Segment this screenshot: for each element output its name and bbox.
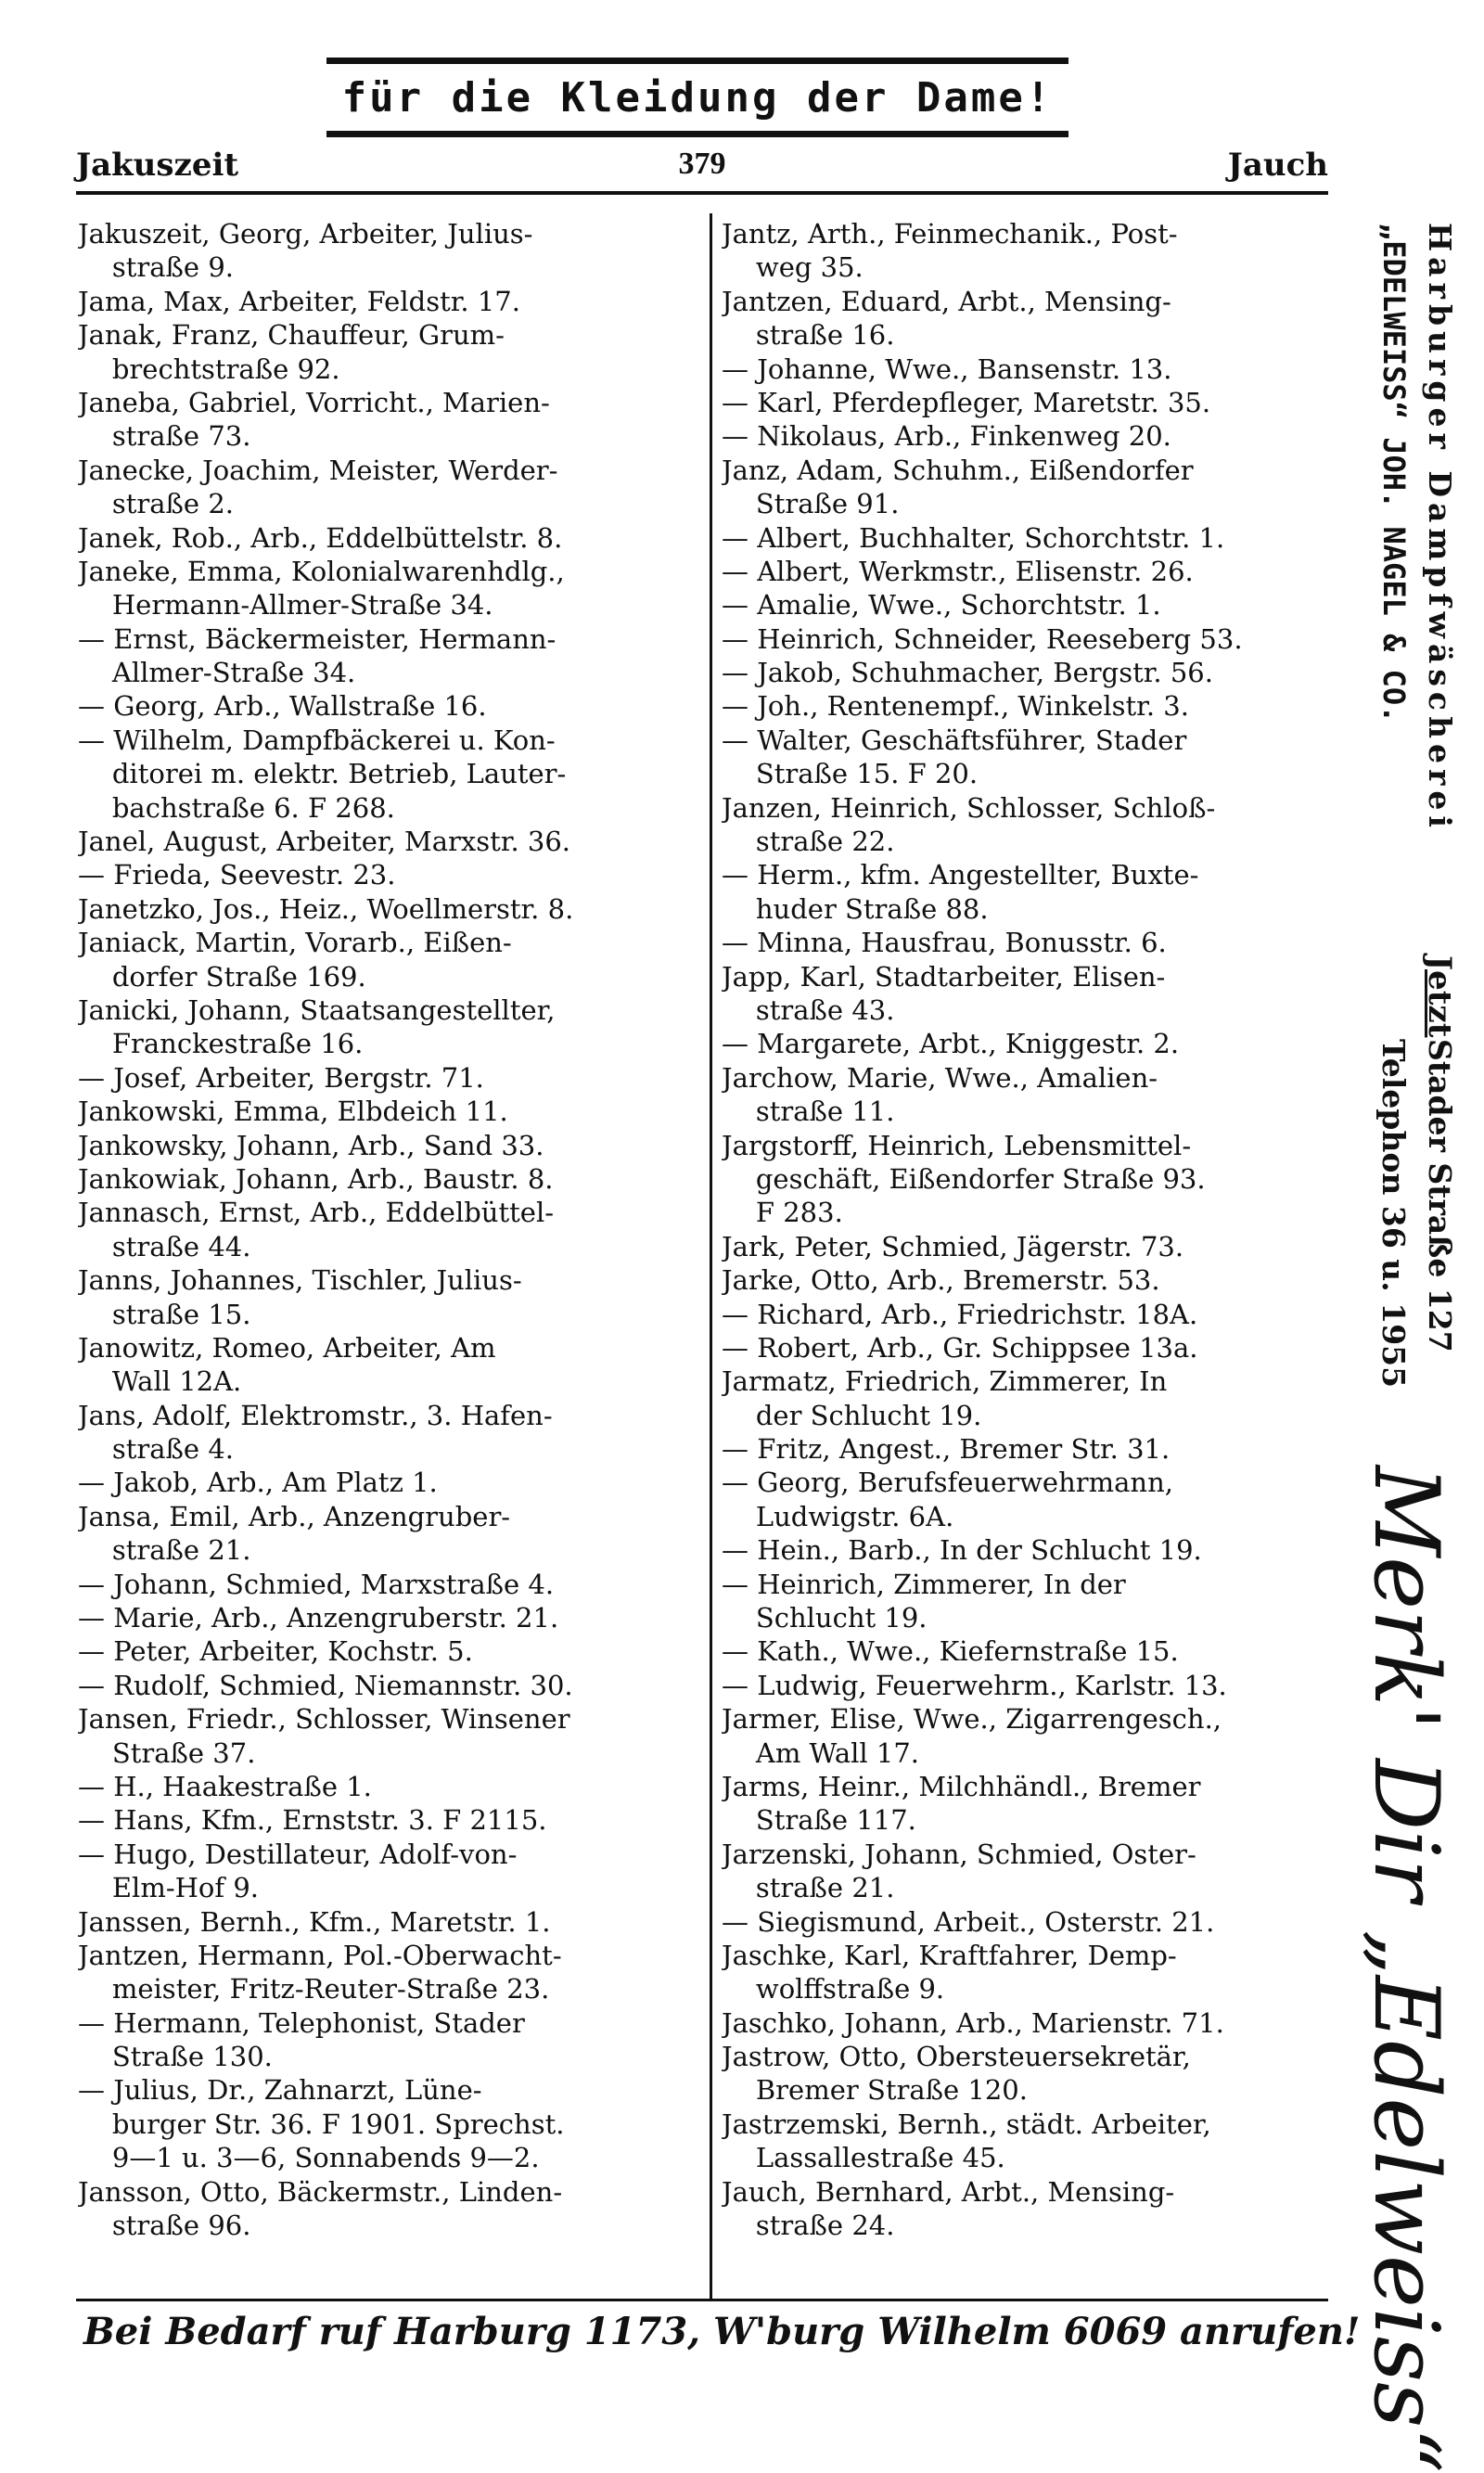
directory-line: Jastrzemski, Bernh., städt. Arbeiter,	[722, 2108, 1211, 2140]
directory-line: Elm-Hof 9.	[78, 1872, 259, 1904]
directory-line: — Walter, Geschäftsführer, Stader	[722, 724, 1187, 756]
directory-line: Jama, Max, Arbeiter, Feldstr. 17.	[78, 285, 520, 317]
directory-line: Jargstorff, Heinrich, Lebensmittel-	[722, 1129, 1192, 1161]
directory-line: — Karl, Pferdepfleger, Maretstr. 35.	[722, 386, 1211, 418]
header-rule	[76, 191, 1328, 195]
directory-line: straße 22.	[722, 826, 895, 858]
directory-line: Janicki, Johann, Staatsangestellter,	[78, 993, 556, 1026]
directory-line: — Josef, Arbeiter, Bergstr. 71.	[78, 1061, 484, 1094]
ad-jetzt: Jetzt	[1421, 955, 1458, 1038]
directory-line: — Marie, Arb., Anzengruberstr. 21.	[78, 1602, 559, 1634]
directory-line: straße 15.	[78, 1298, 251, 1330]
directory-line: ditorei m. elektr. Betrieb, Lauter-	[78, 758, 567, 790]
directory-line: — Siegismund, Arbeit., Osterstr. 21.	[722, 1905, 1215, 1938]
directory-line: straße 73.	[78, 420, 251, 453]
ad-telephone: Telephon 36 u. 1955	[1375, 1039, 1412, 1389]
top-banner	[326, 58, 1068, 137]
directory-line: Jansson, Otto, Bäckermstr., Linden-	[78, 2175, 563, 2208]
directory-line: — Minna, Hausfrau, Bonusstr. 6.	[722, 927, 1167, 959]
directory-line: 9—1 u. 3—6, Sonnabends 9—2.	[78, 2142, 540, 2174]
directory-line: — Rudolf, Schmied, Niemannstr. 30.	[78, 1669, 573, 1701]
directory-line: Ludwigstr. 6A.	[722, 1500, 954, 1532]
directory-line: Schlucht 19.	[722, 1602, 928, 1634]
directory-line: straße 43.	[722, 993, 895, 1026]
directory-line: Jark, Peter, Schmied, Jägerstr. 73.	[722, 1230, 1184, 1262]
directory-line: Janetzko, Jos., Heiz., Woellmerstr. 8.	[78, 892, 574, 925]
directory-line: Janssen, Bernh., Kfm., Maretstr. 1.	[78, 1905, 551, 1938]
directory-line: geschäft, Eißendorfer Straße 93.	[722, 1162, 1206, 1195]
directory-line: Franckestraße 16.	[78, 1028, 364, 1060]
directory-line: — Fritz, Angest., Bremer Str. 31.	[722, 1433, 1171, 1466]
directory-line: Jansa, Emil, Arb., Anzengruber-	[78, 1500, 511, 1532]
directory-line: dorfer Straße 169.	[78, 960, 366, 993]
directory-line: — Jakob, Schuhmacher, Bergstr. 56.	[722, 657, 1213, 689]
running-head	[76, 147, 1328, 187]
directory-line: Janeba, Gabriel, Vorricht., Marien-	[78, 386, 550, 418]
running-head-right: Jauch	[1227, 147, 1328, 184]
directory-line: Wall 12A.	[78, 1365, 242, 1398]
directory-line: Jastrow, Otto, Obersteuersekretär,	[722, 2041, 1191, 2073]
directory-line: straße 4.	[78, 1433, 234, 1466]
directory-line: straße 44.	[78, 1230, 251, 1262]
directory-line: Jantzen, Hermann, Pol.-Oberwacht-	[78, 1939, 562, 1971]
directory-line: — Margarete, Arbt., Kniggestr. 2.	[722, 1028, 1180, 1060]
directory-line: — Georg, Berufsfeuerwehrmann,	[722, 1467, 1173, 1499]
directory-line: Jankowski, Emma, Elbdeich 11.	[78, 1096, 508, 1128]
directory-line: Janns, Johannes, Tischler, Julius-	[78, 1264, 522, 1297]
right-column	[722, 217, 1341, 2295]
directory-line: Jarmer, Elise, Wwe., Zigarrengesch.,	[722, 1703, 1222, 1736]
directory-line: Jarchow, Marie, Wwe., Amalien-	[722, 1061, 1158, 1094]
directory-line: — Nikolaus, Arb., Finkenweg 20.	[722, 420, 1171, 453]
directory-line: — H., Haakestraße 1.	[78, 1770, 372, 1802]
directory-line: straße 11.	[722, 1096, 895, 1128]
directory-line: Straße 91.	[722, 488, 900, 520]
column-divider	[710, 213, 712, 2300]
directory-line: Straße 37.	[78, 1736, 256, 1769]
directory-line: brechtstraße 92.	[78, 352, 340, 385]
directory-line: Jauch, Bernhard, Arbt., Mensing-	[722, 2175, 1175, 2208]
directory-line: Jankowiak, Johann, Arb., Baustr. 8.	[78, 1162, 554, 1195]
ad-company-line: Harburger Dampfwäscherei	[1422, 223, 1458, 833]
directory-line: Janak, Franz, Chauffeur, Grum-	[78, 319, 505, 352]
running-head-left: Jakuszeit	[76, 147, 239, 184]
directory-line: Jarmatz, Friedrich, Zimmerer, In	[722, 1365, 1168, 1398]
banner-text: für die Kleidung der Dame!	[341, 73, 1054, 122]
directory-line: — Georg, Arb., Wallstraße 16.	[78, 690, 487, 723]
directory-line: der Schlucht 19.	[722, 1399, 982, 1431]
directory-line: burger Str. 36. F 1901. Sprechst.	[78, 2108, 565, 2140]
directory-line: — Johanne, Wwe., Bansenstr. 13.	[722, 352, 1172, 385]
directory-line: Jankowsky, Johann, Arb., Sand 33.	[78, 1129, 544, 1161]
directory-line: — Frieda, Seevestr. 23.	[78, 859, 396, 891]
footer-text: Bei Bedarf ruf Harburg 1173, W'burg Wilhelm 6069 anrufen!	[83, 2310, 1361, 2353]
directory-line: — Heinrich, Schneider, Reeseberg 53.	[722, 622, 1243, 655]
ad-slogan: Merk' Dir „Edelweiss“	[1354, 1466, 1458, 2473]
directory-line: Straße 117.	[722, 1804, 916, 1837]
directory-line: — Richard, Arb., Friedrichstr. 18A.	[722, 1298, 1198, 1330]
directory-line: Jarke, Otto, Arb., Bremerstr. 53.	[722, 1264, 1160, 1297]
directory-line: straße 2.	[78, 488, 234, 520]
directory-line: Jaschko, Johann, Arb., Marienstr. 71.	[722, 2006, 1224, 2039]
directory-line: weg 35.	[722, 251, 864, 284]
directory-line: — Herm., kfm. Angestellter, Buxte-	[722, 859, 1199, 891]
directory-line: Janiack, Martin, Vorarb., Eißen-	[78, 927, 512, 959]
directory-line: — Heinrich, Zimmerer, In der	[722, 1568, 1126, 1600]
directory-line: — Jakob, Arb., Am Platz 1.	[78, 1467, 438, 1499]
directory-line: Japp, Karl, Stadtarbeiter, Elisen-	[722, 960, 1166, 993]
directory-line: Lassallestraße 45.	[722, 2142, 1005, 2174]
directory-line: Janowitz, Romeo, Arbeiter, Am	[78, 1331, 496, 1364]
directory-line: straße 21.	[78, 1534, 251, 1567]
directory-line: — Amalie, Wwe., Schorchtstr. 1.	[722, 589, 1161, 621]
directory-line: — Joh., Rentenempf., Winkelstr. 3.	[722, 690, 1189, 723]
directory-line: — Hugo, Destillateur, Adolf-von-	[78, 1838, 518, 1870]
directory-line: — Ludwig, Feuerwehrm., Karlstr. 13.	[722, 1669, 1227, 1701]
directory-line: Jantz, Arth., Feinmechanik., Post-	[722, 218, 1178, 250]
ad-address: Stader Straße 127	[1422, 1039, 1458, 1352]
directory-line: Bremer Straße 120.	[722, 2074, 1028, 2107]
directory-line: straße 16.	[722, 319, 895, 352]
directory-line: Jakuszeit, Georg, Arbeiter, Julius-	[78, 218, 533, 250]
directory-line: Hermann-Allmer-Straße 34.	[78, 589, 493, 621]
directory-line: — Hans, Kfm., Ernststr. 3. F 2115.	[78, 1804, 547, 1837]
directory-line: huder Straße 88.	[722, 892, 989, 925]
directory-line: meister, Fritz-Reuter-Straße 23.	[78, 1973, 550, 2005]
directory-line: Am Wall 17.	[722, 1736, 919, 1769]
directory-line: Jans, Adolf, Elektromstr., 3. Hafen-	[78, 1399, 553, 1431]
directory-line: Allmer-Straße 34.	[78, 657, 356, 689]
footer-advertisement	[83, 2310, 1361, 2378]
directory-line: Jaschke, Karl, Kraftfahrer, Demp-	[722, 1939, 1177, 1971]
directory-line: — Kath., Wwe., Kiefernstraße 15.	[722, 1635, 1179, 1668]
directory-line: — Albert, Werkmstr., Elisenstr. 26.	[722, 555, 1194, 587]
directory-line: Janek, Rob., Arb., Eddelbüttelstr. 8.	[78, 521, 563, 554]
directory-line: bachstraße 6. F 268.	[78, 791, 395, 824]
directory-line: straße 24.	[722, 2210, 895, 2242]
directory-line: Janecke, Joachim, Meister, Werder-	[78, 454, 558, 486]
directory-line: Janz, Adam, Schuhm., Eißendorfer	[722, 454, 1194, 486]
left-column	[78, 217, 697, 2295]
directory-line: wolffstraße 9.	[722, 1973, 945, 2005]
footer-rule	[76, 2299, 1328, 2301]
directory-line: Jarzenski, Johann, Schmied, Oster-	[722, 1838, 1196, 1870]
directory-line: — Wilhelm, Dampfbäckerei u. Kon-	[78, 724, 556, 756]
directory-line: — Hermann, Telephonist, Stader	[78, 2006, 525, 2039]
page-number: 379	[678, 147, 726, 181]
directory-line: — Hein., Barb., In der Schlucht 19.	[722, 1534, 1202, 1567]
directory-line: — Peter, Arbeiter, Kochstr. 5.	[78, 1635, 473, 1668]
directory-line: Janel, August, Arbeiter, Marxstr. 36.	[78, 826, 571, 858]
directory-line: Janeke, Emma, Kolonialwarenhdlg.,	[78, 555, 565, 587]
directory-line: — Robert, Arb., Gr. Schippsee 13a.	[722, 1331, 1198, 1364]
directory-line: Janzen, Heinrich, Schlosser, Schloß-	[722, 791, 1216, 824]
directory-line: Jarms, Heinr., Milchhändl., Bremer	[722, 1770, 1201, 1802]
directory-line: Straße 15. F 20.	[722, 758, 979, 790]
directory-line: Straße 130.	[78, 2041, 273, 2073]
side-advertisement	[1273, 223, 1458, 2473]
directory-line: Jannasch, Ernst, Arb., Eddelbüttel-	[78, 1197, 555, 1229]
directory-line: — Albert, Buchhalter, Schorchtstr. 1.	[722, 521, 1225, 554]
directory-line: — Ernst, Bäckermeister, Hermann-	[78, 622, 556, 655]
directory-line: Jantzen, Eduard, Arbt., Mensing-	[722, 285, 1171, 317]
directory-line: F 283.	[722, 1197, 843, 1229]
directory-line: straße 96.	[78, 2210, 251, 2242]
directory-line: — Johann, Schmied, Marxstraße 4.	[78, 1568, 555, 1600]
directory-line: straße 9.	[78, 251, 234, 284]
ad-brand-line: „EDELWEISS“ JOH. NAGEL & CO.	[1376, 223, 1412, 724]
directory-line: straße 21.	[722, 1872, 895, 1904]
directory-line: Jansen, Friedr., Schlosser, Winsener	[78, 1703, 570, 1736]
directory-line: — Julius, Dr., Zahnarzt, Lüne-	[78, 2074, 482, 2107]
